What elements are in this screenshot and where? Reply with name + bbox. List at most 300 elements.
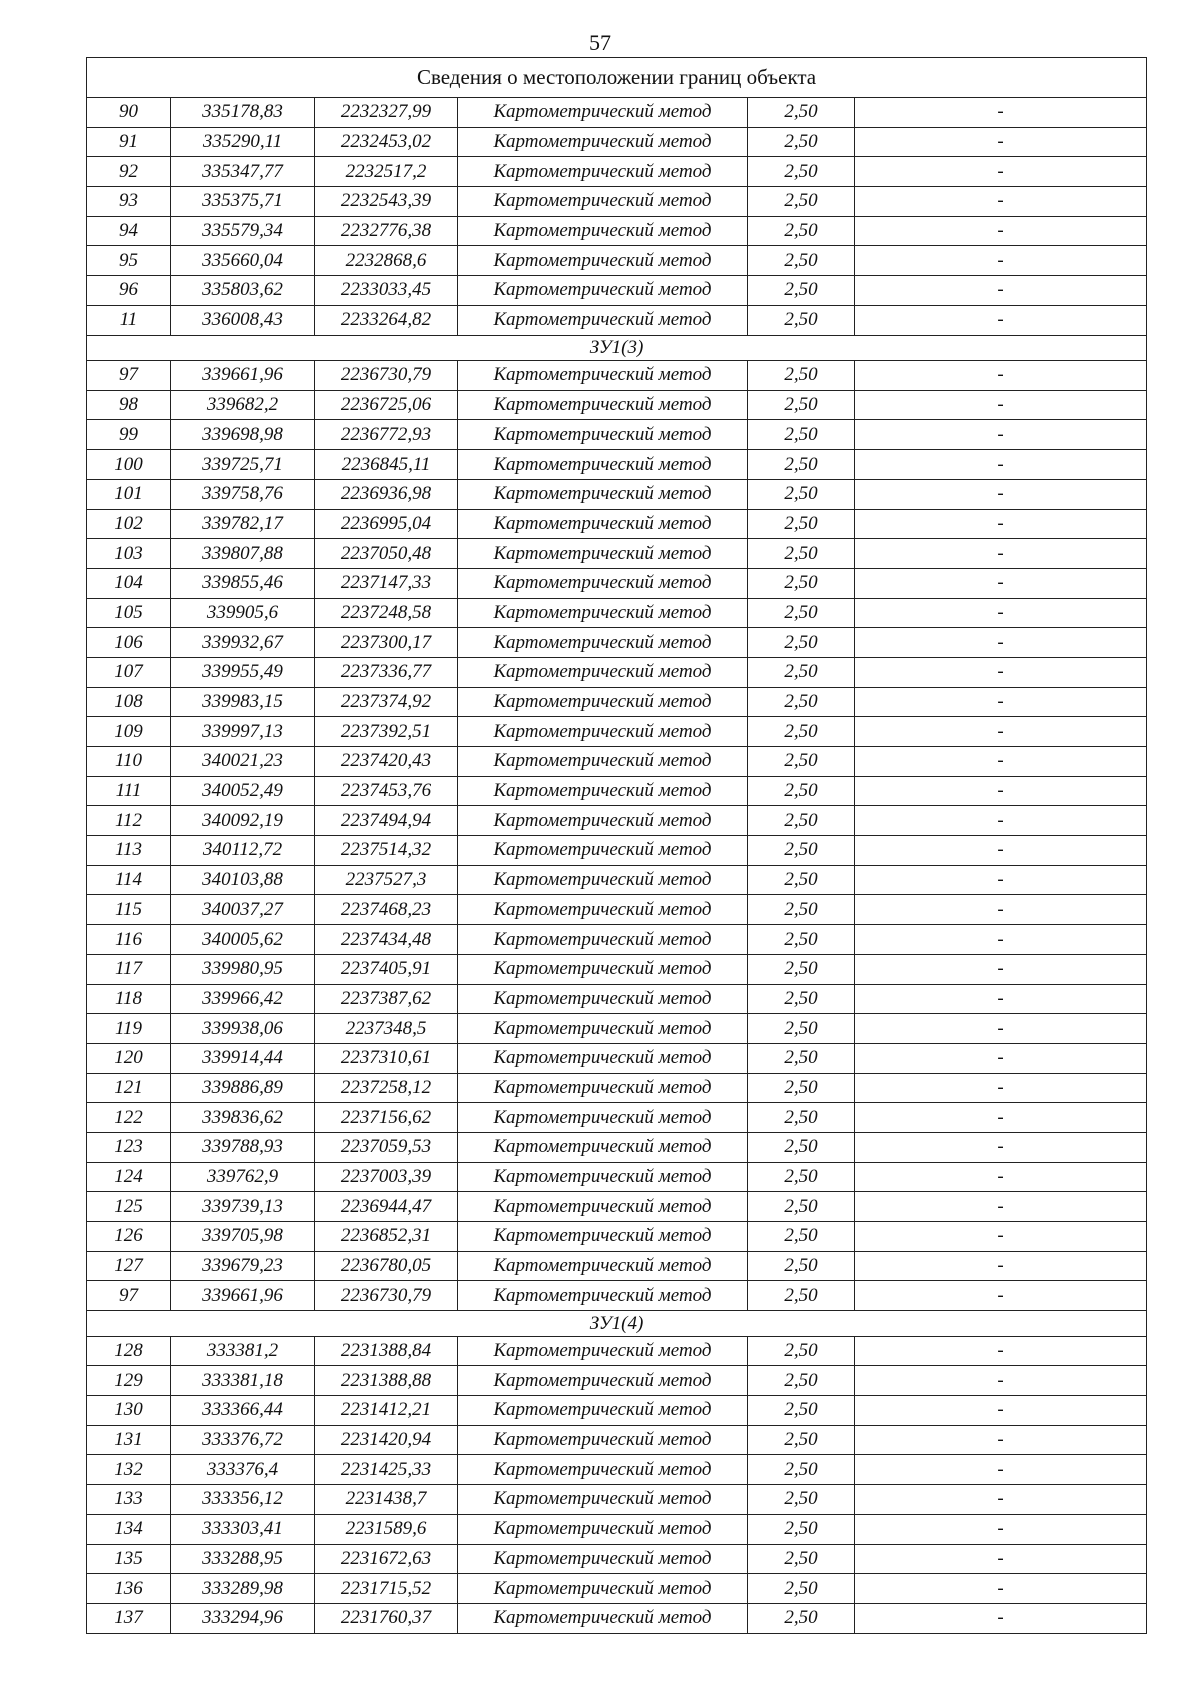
table-row	[87, 1162, 1147, 1192]
table-title: Сведения о местоположении границ объекта	[87, 58, 1147, 98]
method-cell: Картометрический метод	[458, 836, 748, 866]
x-coordinate-cell: 335290,11	[171, 127, 315, 157]
accuracy-cell: 2,50	[748, 1014, 855, 1044]
description-cell: -	[855, 865, 1147, 895]
table-row	[87, 1455, 1147, 1485]
x-coordinate-cell: 339705,98	[171, 1222, 315, 1252]
method-cell: Картометрический метод	[458, 568, 748, 598]
accuracy-cell: 2,50	[748, 187, 855, 217]
method-cell: Картометрический метод	[458, 539, 748, 569]
y-coordinate-cell: 2237310,61	[315, 1043, 458, 1073]
x-coordinate-cell: 339788,93	[171, 1132, 315, 1162]
accuracy-cell: 2,50	[748, 717, 855, 747]
point-number-cell: 133	[87, 1485, 171, 1515]
point-number-cell: 109	[87, 717, 171, 747]
y-coordinate-cell: 2231715,52	[315, 1574, 458, 1604]
accuracy-cell: 2,50	[748, 598, 855, 628]
y-coordinate-cell: 2237003,39	[315, 1162, 458, 1192]
accuracy-cell: 2,50	[748, 450, 855, 480]
y-coordinate-cell: 2237527,3	[315, 865, 458, 895]
table-row	[87, 717, 1147, 747]
y-coordinate-cell: 2232327,99	[315, 98, 458, 128]
accuracy-cell: 2,50	[748, 1162, 855, 1192]
accuracy-cell: 2,50	[748, 687, 855, 717]
method-cell: Картометрический метод	[458, 747, 748, 777]
point-number-cell: 91	[87, 127, 171, 157]
x-coordinate-cell: 339955,49	[171, 657, 315, 687]
table-row	[87, 954, 1147, 984]
x-coordinate-cell: 339758,76	[171, 479, 315, 509]
y-coordinate-cell: 2237248,58	[315, 598, 458, 628]
method-cell: Картометрический метод	[458, 1574, 748, 1604]
method-cell: Картометрический метод	[458, 1222, 748, 1252]
accuracy-cell: 2,50	[748, 984, 855, 1014]
point-number-cell: 93	[87, 187, 171, 217]
y-coordinate-cell: 2232868,6	[315, 246, 458, 276]
point-number-cell: 11	[87, 305, 171, 335]
method-cell: Картометрический метод	[458, 187, 748, 217]
point-number-cell: 132	[87, 1455, 171, 1485]
x-coordinate-cell: 335347,77	[171, 157, 315, 187]
table-row	[87, 98, 1147, 128]
description-cell: -	[855, 1251, 1147, 1281]
method-cell: Картометрический метод	[458, 628, 748, 658]
accuracy-cell: 2,50	[748, 806, 855, 836]
table-row	[87, 1544, 1147, 1574]
accuracy-cell: 2,50	[748, 1514, 855, 1544]
x-coordinate-cell: 333381,18	[171, 1366, 315, 1396]
table-row	[87, 1485, 1147, 1515]
description-cell: -	[855, 1514, 1147, 1544]
y-coordinate-cell: 2237258,12	[315, 1073, 458, 1103]
method-cell: Картометрический метод	[458, 1073, 748, 1103]
x-coordinate-cell: 335803,62	[171, 276, 315, 306]
x-coordinate-cell: 339855,46	[171, 568, 315, 598]
method-cell: Картометрический метод	[458, 246, 748, 276]
y-coordinate-cell: 2237405,91	[315, 954, 458, 984]
description-cell: -	[855, 747, 1147, 777]
method-cell: Картометрический метод	[458, 1366, 748, 1396]
y-coordinate-cell: 2232776,38	[315, 216, 458, 246]
description-cell: -	[855, 157, 1147, 187]
table-row	[87, 157, 1147, 187]
description-cell: -	[855, 187, 1147, 217]
section-label: ЗУ1(3)	[87, 335, 1147, 361]
point-number-cell: 90	[87, 98, 171, 128]
point-number-cell: 123	[87, 1132, 171, 1162]
table-row	[87, 127, 1147, 157]
description-cell: -	[855, 1103, 1147, 1133]
method-cell: Картометрический метод	[458, 657, 748, 687]
method-cell: Картометрический метод	[458, 276, 748, 306]
y-coordinate-cell: 2232517,2	[315, 157, 458, 187]
description-cell: -	[855, 806, 1147, 836]
point-number-cell: 129	[87, 1366, 171, 1396]
method-cell: Картометрический метод	[458, 361, 748, 391]
x-coordinate-cell: 339739,13	[171, 1192, 315, 1222]
point-number-cell: 108	[87, 687, 171, 717]
page-number: 57	[589, 30, 611, 55]
accuracy-cell: 2,50	[748, 1396, 855, 1426]
accuracy-cell: 2,50	[748, 246, 855, 276]
table-row	[87, 246, 1147, 276]
x-coordinate-cell: 336008,43	[171, 305, 315, 335]
method-cell: Картометрический метод	[458, 157, 748, 187]
point-number-cell: 114	[87, 865, 171, 895]
y-coordinate-cell: 2237387,62	[315, 984, 458, 1014]
accuracy-cell: 2,50	[748, 628, 855, 658]
x-coordinate-cell: 340021,23	[171, 747, 315, 777]
table-title-row	[87, 58, 1147, 98]
description-cell: -	[855, 776, 1147, 806]
table-row	[87, 1103, 1147, 1133]
table-row	[87, 1425, 1147, 1455]
method-cell: Картометрический метод	[458, 1425, 748, 1455]
method-cell: Картометрический метод	[458, 776, 748, 806]
table-row	[87, 657, 1147, 687]
x-coordinate-cell: 340092,19	[171, 806, 315, 836]
description-cell: -	[855, 895, 1147, 925]
method-cell: Картометрический метод	[458, 717, 748, 747]
point-number-cell: 112	[87, 806, 171, 836]
accuracy-cell: 2,50	[748, 1574, 855, 1604]
point-number-cell: 121	[87, 1073, 171, 1103]
table-row	[87, 984, 1147, 1014]
accuracy-cell: 2,50	[748, 865, 855, 895]
x-coordinate-cell: 339682,2	[171, 390, 315, 420]
description-cell: -	[855, 276, 1147, 306]
y-coordinate-cell: 2236730,79	[315, 1281, 458, 1311]
point-number-cell: 130	[87, 1396, 171, 1426]
accuracy-cell: 2,50	[748, 836, 855, 866]
method-cell: Картометрический метод	[458, 1514, 748, 1544]
method-cell: Картометрический метод	[458, 1132, 748, 1162]
description-cell: -	[855, 305, 1147, 335]
accuracy-cell: 2,50	[748, 776, 855, 806]
table-row	[87, 187, 1147, 217]
accuracy-cell: 2,50	[748, 157, 855, 187]
point-number-cell: 110	[87, 747, 171, 777]
y-coordinate-cell: 2231672,63	[315, 1544, 458, 1574]
point-number-cell: 126	[87, 1222, 171, 1252]
x-coordinate-cell: 339914,44	[171, 1043, 315, 1073]
point-number-cell: 102	[87, 509, 171, 539]
table-row	[87, 361, 1147, 391]
point-number-cell: 116	[87, 925, 171, 955]
x-coordinate-cell: 340005,62	[171, 925, 315, 955]
method-cell: Картометрический метод	[458, 1192, 748, 1222]
description-cell: -	[855, 1366, 1147, 1396]
y-coordinate-cell: 2236944,47	[315, 1192, 458, 1222]
y-coordinate-cell: 2237300,17	[315, 628, 458, 658]
point-number-cell: 122	[87, 1103, 171, 1133]
method-cell: Картометрический метод	[458, 954, 748, 984]
point-number-cell: 115	[87, 895, 171, 925]
point-number-cell: 131	[87, 1425, 171, 1455]
accuracy-cell: 2,50	[748, 1043, 855, 1073]
point-number-cell: 100	[87, 450, 171, 480]
point-number-cell: 97	[87, 361, 171, 391]
y-coordinate-cell: 2236725,06	[315, 390, 458, 420]
description-cell: -	[855, 687, 1147, 717]
point-number-cell: 107	[87, 657, 171, 687]
table-row	[87, 1574, 1147, 1604]
table-row	[87, 1514, 1147, 1544]
description-cell: -	[855, 1162, 1147, 1192]
table-row	[87, 806, 1147, 836]
accuracy-cell: 2,50	[748, 568, 855, 598]
section-header-row	[87, 1311, 1147, 1337]
description-cell: -	[855, 539, 1147, 569]
y-coordinate-cell: 2237420,43	[315, 747, 458, 777]
table-row	[87, 1366, 1147, 1396]
point-number-cell: 94	[87, 216, 171, 246]
y-coordinate-cell: 2237434,48	[315, 925, 458, 955]
y-coordinate-cell: 2231420,94	[315, 1425, 458, 1455]
x-coordinate-cell: 333366,44	[171, 1396, 315, 1426]
point-number-cell: 135	[87, 1544, 171, 1574]
x-coordinate-cell: 339679,23	[171, 1251, 315, 1281]
x-coordinate-cell: 333288,95	[171, 1544, 315, 1574]
point-number-cell: 111	[87, 776, 171, 806]
method-cell: Картометрический метод	[458, 479, 748, 509]
x-coordinate-cell: 339905,6	[171, 598, 315, 628]
description-cell: -	[855, 1281, 1147, 1311]
x-coordinate-cell: 335660,04	[171, 246, 315, 276]
method-cell: Картометрический метод	[458, 1103, 748, 1133]
method-cell: Картометрический метод	[458, 806, 748, 836]
point-number-cell: 124	[87, 1162, 171, 1192]
x-coordinate-cell: 333356,12	[171, 1485, 315, 1515]
accuracy-cell: 2,50	[748, 1544, 855, 1574]
x-coordinate-cell: 333381,2	[171, 1336, 315, 1366]
point-number-cell: 103	[87, 539, 171, 569]
x-coordinate-cell: 340112,72	[171, 836, 315, 866]
description-cell: -	[855, 657, 1147, 687]
method-cell: Картометрический метод	[458, 865, 748, 895]
table-row	[87, 276, 1147, 306]
table-row	[87, 450, 1147, 480]
description-cell: -	[855, 925, 1147, 955]
method-cell: Картометрический метод	[458, 1336, 748, 1366]
table-row	[87, 1281, 1147, 1311]
y-coordinate-cell: 2233264,82	[315, 305, 458, 335]
x-coordinate-cell: 333303,41	[171, 1514, 315, 1544]
point-number-cell: 95	[87, 246, 171, 276]
accuracy-cell: 2,50	[748, 1251, 855, 1281]
x-coordinate-cell: 333376,72	[171, 1425, 315, 1455]
y-coordinate-cell: 2232543,39	[315, 187, 458, 217]
x-coordinate-cell: 339782,17	[171, 509, 315, 539]
description-cell: -	[855, 568, 1147, 598]
y-coordinate-cell: 2237059,53	[315, 1132, 458, 1162]
description-cell: -	[855, 1544, 1147, 1574]
point-number-cell: 99	[87, 420, 171, 450]
point-number-cell: 96	[87, 276, 171, 306]
point-number-cell: 134	[87, 1514, 171, 1544]
method-cell: Картометрический метод	[458, 216, 748, 246]
description-cell: -	[855, 1192, 1147, 1222]
accuracy-cell: 2,50	[748, 420, 855, 450]
y-coordinate-cell: 2232453,02	[315, 127, 458, 157]
accuracy-cell: 2,50	[748, 657, 855, 687]
table-row	[87, 1132, 1147, 1162]
y-coordinate-cell: 2237468,23	[315, 895, 458, 925]
point-number-cell: 128	[87, 1336, 171, 1366]
table-row	[87, 390, 1147, 420]
point-number-cell: 118	[87, 984, 171, 1014]
table-row	[87, 1251, 1147, 1281]
description-cell: -	[855, 1485, 1147, 1515]
x-coordinate-cell: 340037,27	[171, 895, 315, 925]
method-cell: Картометрический метод	[458, 1043, 748, 1073]
description-cell: -	[855, 361, 1147, 391]
y-coordinate-cell: 2231425,33	[315, 1455, 458, 1485]
method-cell: Картометрический метод	[458, 1281, 748, 1311]
accuracy-cell: 2,50	[748, 1281, 855, 1311]
boundary-coordinates-table	[86, 57, 1147, 1634]
point-number-cell: 125	[87, 1192, 171, 1222]
description-cell: -	[855, 1574, 1147, 1604]
accuracy-cell: 2,50	[748, 539, 855, 569]
accuracy-cell: 2,50	[748, 1132, 855, 1162]
accuracy-cell: 2,50	[748, 925, 855, 955]
method-cell: Картометрический метод	[458, 1251, 748, 1281]
description-cell: -	[855, 420, 1147, 450]
x-coordinate-cell: 339997,13	[171, 717, 315, 747]
description-cell: -	[855, 1455, 1147, 1485]
description-cell: -	[855, 984, 1147, 1014]
method-cell: Картометрический метод	[458, 687, 748, 717]
x-coordinate-cell: 339725,71	[171, 450, 315, 480]
description-cell: -	[855, 717, 1147, 747]
y-coordinate-cell: 2231438,7	[315, 1485, 458, 1515]
description-cell: -	[855, 1222, 1147, 1252]
x-coordinate-cell: 335375,71	[171, 187, 315, 217]
table-row	[87, 687, 1147, 717]
table-row	[87, 836, 1147, 866]
x-coordinate-cell: 339980,95	[171, 954, 315, 984]
accuracy-cell: 2,50	[748, 1103, 855, 1133]
table-row	[87, 420, 1147, 450]
x-coordinate-cell: 333294,96	[171, 1603, 315, 1633]
accuracy-cell: 2,50	[748, 509, 855, 539]
y-coordinate-cell: 2236845,11	[315, 450, 458, 480]
description-cell: -	[855, 1396, 1147, 1426]
x-coordinate-cell: 339983,15	[171, 687, 315, 717]
point-number-cell: 106	[87, 628, 171, 658]
x-coordinate-cell: 339886,89	[171, 1073, 315, 1103]
y-coordinate-cell: 2237348,5	[315, 1014, 458, 1044]
x-coordinate-cell: 339938,06	[171, 1014, 315, 1044]
point-number-cell: 104	[87, 568, 171, 598]
y-coordinate-cell: 2237147,33	[315, 568, 458, 598]
y-coordinate-cell: 2237494,94	[315, 806, 458, 836]
method-cell: Картометрический метод	[458, 509, 748, 539]
table-row	[87, 1014, 1147, 1044]
description-cell: -	[855, 1043, 1147, 1073]
x-coordinate-cell: 335579,34	[171, 216, 315, 246]
y-coordinate-cell: 2236995,04	[315, 509, 458, 539]
description-cell: -	[855, 216, 1147, 246]
table-row	[87, 1396, 1147, 1426]
method-cell: Картометрический метод	[458, 598, 748, 628]
description-cell: -	[855, 1073, 1147, 1103]
y-coordinate-cell: 2233033,45	[315, 276, 458, 306]
y-coordinate-cell: 2237514,32	[315, 836, 458, 866]
x-coordinate-cell: 340103,88	[171, 865, 315, 895]
description-cell: -	[855, 1603, 1147, 1633]
table-row	[87, 1043, 1147, 1073]
method-cell: Картометрический метод	[458, 420, 748, 450]
y-coordinate-cell: 2231388,88	[315, 1366, 458, 1396]
point-number-cell: 101	[87, 479, 171, 509]
accuracy-cell: 2,50	[748, 1073, 855, 1103]
table-row	[87, 895, 1147, 925]
table-row	[87, 865, 1147, 895]
y-coordinate-cell: 2236730,79	[315, 361, 458, 391]
y-coordinate-cell: 2231589,6	[315, 1514, 458, 1544]
description-cell: -	[855, 598, 1147, 628]
table-row	[87, 568, 1147, 598]
y-coordinate-cell: 2237374,92	[315, 687, 458, 717]
accuracy-cell: 2,50	[748, 1425, 855, 1455]
table-row	[87, 1336, 1147, 1366]
method-cell: Картометрический метод	[458, 1455, 748, 1485]
y-coordinate-cell: 2237336,77	[315, 657, 458, 687]
accuracy-cell: 2,50	[748, 390, 855, 420]
y-coordinate-cell: 2236936,98	[315, 479, 458, 509]
method-cell: Картометрический метод	[458, 127, 748, 157]
table-row	[87, 1222, 1147, 1252]
y-coordinate-cell: 2231388,84	[315, 1336, 458, 1366]
description-cell: -	[855, 954, 1147, 984]
description-cell: -	[855, 1425, 1147, 1455]
x-coordinate-cell: 339661,96	[171, 1281, 315, 1311]
x-coordinate-cell: 339966,42	[171, 984, 315, 1014]
accuracy-cell: 2,50	[748, 1222, 855, 1252]
table-row	[87, 539, 1147, 569]
point-number-cell: 97	[87, 1281, 171, 1311]
method-cell: Картометрический метод	[458, 895, 748, 925]
x-coordinate-cell: 339762,9	[171, 1162, 315, 1192]
y-coordinate-cell: 2231412,21	[315, 1396, 458, 1426]
description-cell: -	[855, 509, 1147, 539]
x-coordinate-cell: 335178,83	[171, 98, 315, 128]
description-cell: -	[855, 246, 1147, 276]
method-cell: Картометрический метод	[458, 450, 748, 480]
description-cell: -	[855, 390, 1147, 420]
description-cell: -	[855, 1336, 1147, 1366]
table-row	[87, 925, 1147, 955]
method-cell: Картометрический метод	[458, 984, 748, 1014]
accuracy-cell: 2,50	[748, 127, 855, 157]
table-row	[87, 1603, 1147, 1633]
y-coordinate-cell: 2236852,31	[315, 1222, 458, 1252]
accuracy-cell: 2,50	[748, 1603, 855, 1633]
section-header-row	[87, 335, 1147, 361]
description-cell: -	[855, 628, 1147, 658]
accuracy-cell: 2,50	[748, 98, 855, 128]
method-cell: Картометрический метод	[458, 1162, 748, 1192]
accuracy-cell: 2,50	[748, 1192, 855, 1222]
point-number-cell: 98	[87, 390, 171, 420]
table-row	[87, 747, 1147, 777]
table-row	[87, 1192, 1147, 1222]
description-cell: -	[855, 479, 1147, 509]
table-row	[87, 1073, 1147, 1103]
x-coordinate-cell: 339661,96	[171, 361, 315, 391]
